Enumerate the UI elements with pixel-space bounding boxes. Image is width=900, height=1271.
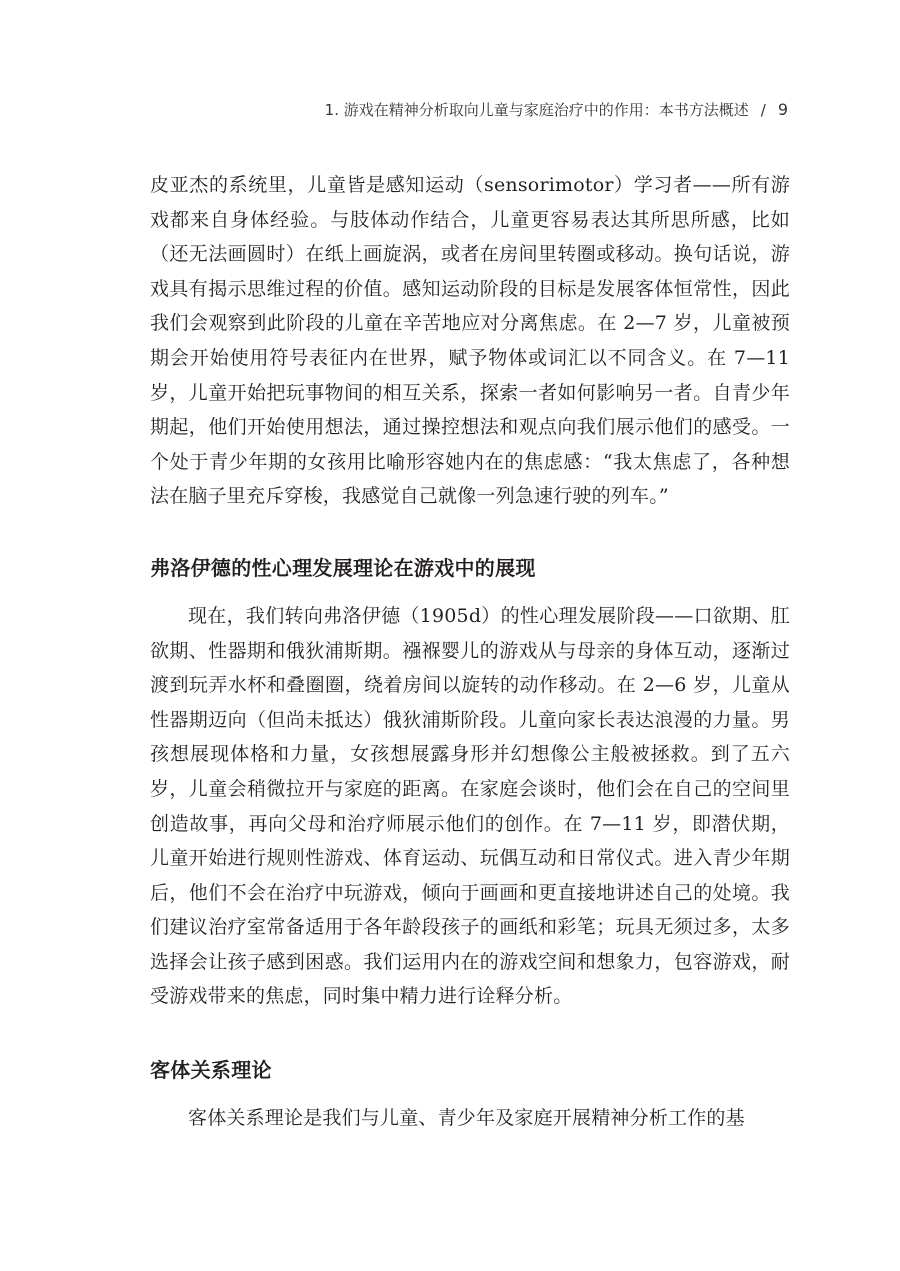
section-heading-object-relations: 客体关系理论 <box>150 1058 272 1083</box>
body-paragraph-3: 客体关系理论是我们与儿童、青少年及家庭开展精神分析工作的基 <box>188 1107 745 1130</box>
chapter-title: 1. 游戏在精神分析取向儿童与家庭治疗中的作用：本书方法概述 <box>324 101 749 119</box>
section-heading-freud: 弗洛伊德的性心理发展理论在游戏中的展现 <box>150 555 536 580</box>
body-paragraph-2: 现在，我们转向弗洛伊德（1905d）的性心理发展阶段——口欲期、肛欲期、性器期和俄狄浦斯期。襁褓婴儿的游戏从与母亲的身体互动，逐渐过渡到玩弄水杯和叠圈圈，绕着房间以旋转的动作移动。在 2—6 岁，儿童从性器期迈向（但尚未抵达）俄狄浦斯阶段。儿童向家长表达浪漫的力量。男孩想展现体格和力量，女孩想展露身形并幻想像公主般被拯救。到了五六岁，儿童会稍微拉开与家庭的距离。在家庭会谈时，他们会在自己的空间里创造故事，再向父母和治疗师展示他们的创作。在 7—11 岁，即潜伏期，儿童开始进行规则性游戏、体育运动、玩偶互动和日常仪式。进入青少年期后，他们不会在治疗中玩游戏，倾向于画画和更直接地讲述自己的处境。我们建议治疗室常备适用于各年龄段孩子的画纸和彩笔；玩具无须过多，太多选择会让孩子感到困惑。我们运用内在的游戏空间和想象力，包容游戏，耐受游戏带来的焦虑，同时集中精力进行诠释分析。 <box>150 604 790 1008</box>
running-header <box>325 99 788 120</box>
header-separator: / <box>760 101 766 119</box>
body-paragraph-1: 皮亚杰的系统里，儿童皆是感知运动（sensorimotor）学习者——所有游戏都来自身体经验。与肢体动作结合，儿童更容易表达其所思所感，比如（还无法画圆时）在纸上画旋涡，或者在房间里转圈或移动。换句话说，游戏具有揭示思维过程的价值。感知运动阶段的目标是发展客体恒常性，因此我们会观察到此阶段的儿童在辛苦地应对分离焦虑。在 2—7 岁，儿童被预期会开始使用符号表征内在世界，赋予物体或词汇以不同含义。在 7—11 岁，儿童开始把玩事物间的相互关系，探索一者如何影响另一者。自青少年期起，他们开始使用想法，通过操控想法和观点向我们展示他们的感受。一个处于青少年期的女孩用比喻形容她内在的焦虑感：“我太焦虑了，各种想法在脑子里充斥穿梭，我感觉自己就像一列急速行驶的列车。” <box>150 174 790 508</box>
page-body <box>150 168 790 1136</box>
page-number: 9 <box>777 100 788 119</box>
